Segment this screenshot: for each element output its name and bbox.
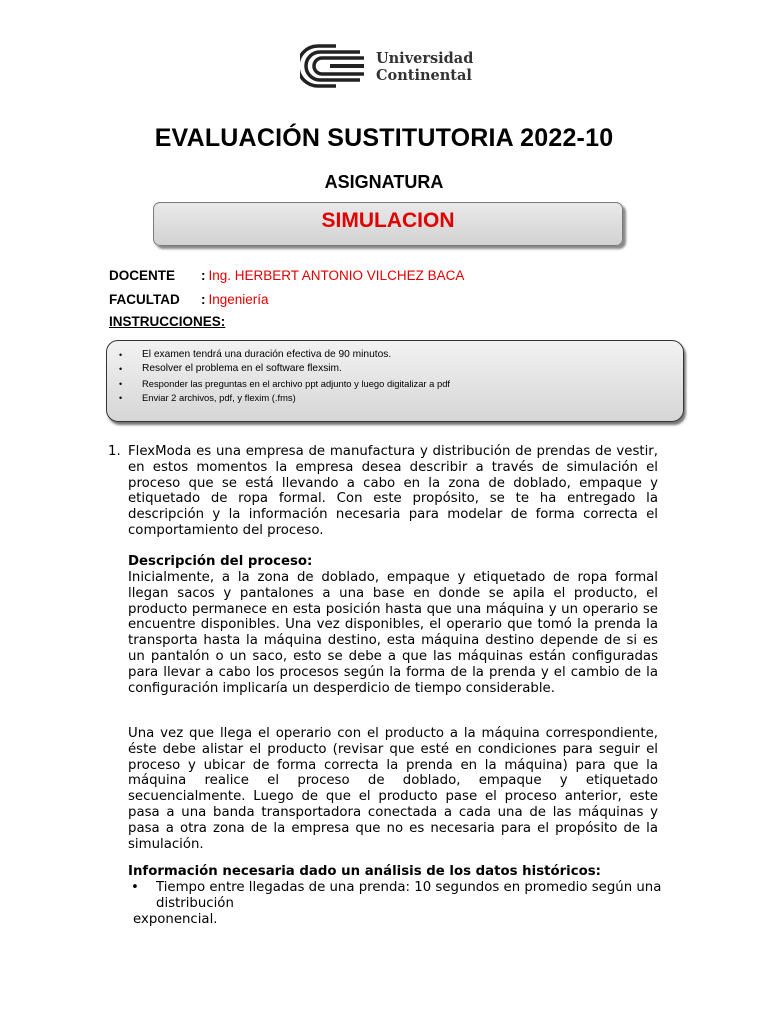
bullet-icon: •	[119, 350, 123, 360]
docente-field	[109, 268, 464, 283]
instructions-label: INSTRUCCIONES:	[109, 314, 226, 329]
docente-label: DOCENTE	[109, 268, 176, 283]
docente-colon: :	[201, 268, 206, 283]
instructions-list	[119, 348, 450, 405]
instruction-item	[119, 391, 450, 405]
bullet-icon: •	[131, 880, 139, 895]
continental-c-icon	[300, 44, 370, 88]
subject-box	[153, 202, 623, 246]
instructions-box	[106, 340, 684, 422]
docente-value: Ing. HERBERT ANTONIO VILCHEZ BACA	[208, 268, 465, 283]
logo-line-2: Continental	[376, 67, 472, 84]
question-number: 1.	[108, 444, 121, 459]
logo-line-1: Universidad	[376, 50, 474, 67]
subject-name: SIMULACION	[321, 209, 455, 232]
instruction-item	[119, 377, 450, 391]
instruction-item	[119, 362, 450, 376]
bullet-icon: •	[119, 364, 123, 375]
subject-label: ASIGNATURA	[324, 172, 444, 192]
info-continuation: exponencial.	[133, 912, 218, 927]
description-heading: Descripción del proceso:	[128, 554, 313, 569]
facultad-field	[109, 292, 269, 307]
page-title: EVALUACIÓN SUSTITUTORIA 2022-10	[154, 124, 614, 152]
logo-text	[376, 50, 473, 84]
instruction-text: Enviar 2 archivos, pdf, y flexim (.fms)	[142, 391, 296, 403]
university-logo	[300, 44, 480, 90]
instruction-item	[119, 348, 450, 362]
facultad-colon: :	[201, 292, 206, 307]
facultad-value: Ingeniería	[208, 292, 269, 307]
instruction-text: Resolver el problema en el software flexsim.	[142, 363, 342, 375]
question-intro: FlexModa es una empresa de manufactura y distribución de prendas de vestir, en estos momentos la empresa desea describir a través de simulación el proceso que se está llevando a cabo en la zona de doblado, empaque y etiquetado de ropa formal. Con este propósito, se te ha entregado la descripción y la información necesaria para modelar de forma correcta el comportamiento del proceso.	[128, 444, 658, 538]
instruction-text: Responder las preguntas en el archivo ppt adjunto y luego digitalizar a pdf	[142, 377, 451, 389]
info-heading: Información necesaria dado un análisis de los datos históricos:	[128, 864, 601, 879]
bullet-icon: •	[119, 392, 123, 403]
facultad-label: FACULTAD	[109, 292, 180, 307]
description-paragraph-1: Inicialmente, a la zona de doblado, empaque y etiquetado de ropa formal llegan sacos y pantalones a una base en donde se apila el producto, el producto permanece en esta posición hasta que una máquina y un operario se encuentre disponibles. Una vez disponibles, el operario que tomó la prenda la transporta hasta la máquina destino, esta máquina destino depende de si es un pantalón o un saco, esto se debe a que las máquinas están configuradas para llevar a cabo los procesos según la forma de la prenda y el cambio de la configuración implicaría un desperdicio de tiempo considerable.	[128, 570, 658, 696]
bullet-icon: •	[119, 378, 123, 389]
description-paragraph-2: Una vez que llega el operario con el producto a la máquina correspondiente, éste debe alistar el producto (revisar que esté en condiciones para seguir el proceso y ubicar de forma correcta la prenda en la máquina) para que la máquina realice el proceso de doblado, empaque y etiquetado secuencialmente. Luego de que el producto pase el proceso anterior, este pasa a una banda transportadora conectada a cada una de las máquinas y pasa a otra zona de la empresa que no es necesaria para el propósito de la simulación.	[128, 726, 658, 852]
instruction-text: El examen tendrá una duración efectiva de 90 minutos.	[142, 349, 392, 360]
info-bullet-text: Tiempo entre llegadas de una prenda: 10 segundos en promedio según una distribución	[156, 880, 662, 911]
